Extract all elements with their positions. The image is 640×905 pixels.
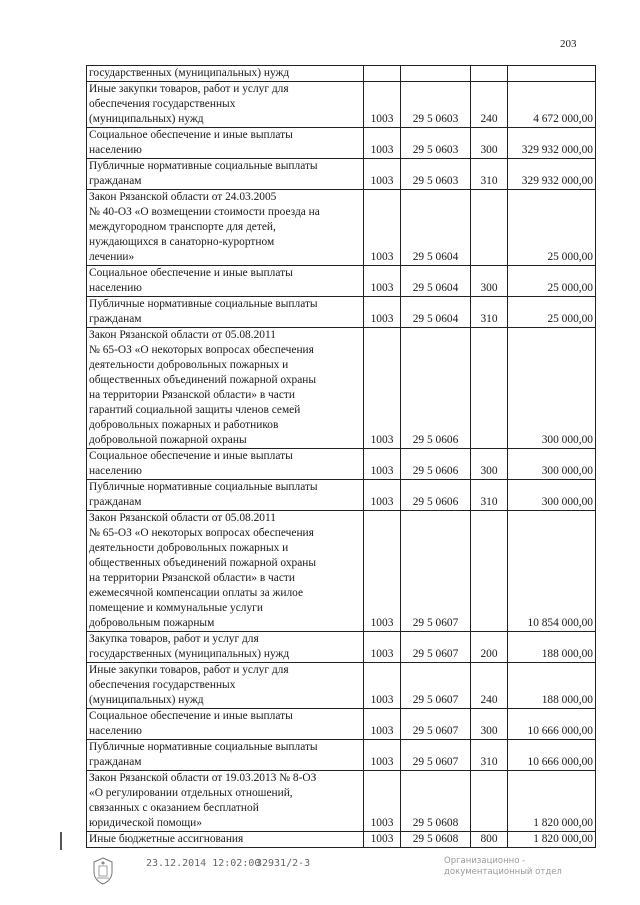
cell-expense-type xyxy=(471,190,508,266)
cell-target-article: 29 5 0604 xyxy=(401,190,471,266)
cell-name: Социальное обеспечение и иные выплаты населению xyxy=(87,449,364,480)
cell-section: 1003 xyxy=(364,190,401,266)
cell-section: 1003 xyxy=(364,632,401,663)
cell-expense-type xyxy=(471,511,508,632)
cell-amount: 188 000,00 xyxy=(508,663,596,709)
cell-section: 1003 xyxy=(364,449,401,480)
cell-expense-type: 240 xyxy=(471,82,508,128)
cell-amount: 4 672 000,00 xyxy=(508,82,596,128)
cell-name: Социальное обеспечение и иные выплаты населению xyxy=(87,709,364,740)
cell-expense-type: 200 xyxy=(471,632,508,663)
cell-amount xyxy=(508,66,596,82)
cell-expense-type: 310 xyxy=(471,480,508,511)
cell-amount: 1 820 000,00 xyxy=(508,832,596,848)
cell-name: Социальное обеспечение и иные выплаты населению xyxy=(87,266,364,297)
cell-expense-type: 300 xyxy=(471,709,508,740)
footer-org-line2: документационный отдел xyxy=(444,867,562,877)
cell-amount: 300 000,00 xyxy=(508,328,596,449)
cell-amount: 300 000,00 xyxy=(508,449,596,480)
table-row xyxy=(87,740,596,771)
cell-expense-type: 800 xyxy=(471,832,508,848)
table-row xyxy=(87,266,596,297)
cell-section: 1003 xyxy=(364,328,401,449)
cell-name: Иные закупки товаров, работ и услуг для обеспечения государственных (муниципальных) нужд xyxy=(87,663,364,709)
budget-table-body xyxy=(87,66,596,848)
cell-section xyxy=(364,66,401,82)
cell-expense-type: 310 xyxy=(471,297,508,328)
table-row xyxy=(87,159,596,190)
cell-amount: 1 820 000,00 xyxy=(508,771,596,832)
footer-org-stamp xyxy=(444,856,562,878)
cell-expense-type xyxy=(471,66,508,82)
cell-target-article xyxy=(401,66,471,82)
cell-target-article: 29 5 0608 xyxy=(401,771,471,832)
table-row xyxy=(87,709,596,740)
table-row xyxy=(87,328,596,449)
cell-name: Закон Рязанской области от 05.08.2011 № 65-ОЗ «О некоторых вопросах обеспечения деятельности добровольных пожарных и общественных объединений пожарной охраны на территории Рязанской области» в части ежемесячной компенсации оплаты за жилое помещение и коммунальные услуги добровольным пожарным xyxy=(87,511,364,632)
cell-section: 1003 xyxy=(364,128,401,159)
cell-amount: 300 000,00 xyxy=(508,480,596,511)
cell-section: 1003 xyxy=(364,266,401,297)
cell-target-article: 29 5 0604 xyxy=(401,297,471,328)
cell-name: Иные закупки товаров, работ и услуг для обеспечения государственных (муниципальных) нужд xyxy=(87,82,364,128)
cell-amount: 329 932 000,00 xyxy=(508,159,596,190)
cell-target-article: 29 5 0604 xyxy=(401,266,471,297)
cell-target-article: 29 5 0606 xyxy=(401,449,471,480)
page-footer xyxy=(0,848,640,905)
cell-amount: 10 666 000,00 xyxy=(508,740,596,771)
cell-expense-type xyxy=(471,328,508,449)
page-number: 203 xyxy=(560,38,577,50)
cell-name: государственных (муниципальных) нужд xyxy=(87,66,364,82)
coat-of-arms-icon xyxy=(90,856,116,891)
cell-expense-type: 300 xyxy=(471,128,508,159)
cell-section: 1003 xyxy=(364,709,401,740)
cell-amount: 10 854 000,00 xyxy=(508,511,596,632)
cell-section: 1003 xyxy=(364,771,401,832)
footer-org-line1: Организационно - xyxy=(444,856,526,866)
cell-expense-type: 310 xyxy=(471,740,508,771)
cell-expense-type: 310 xyxy=(471,159,508,190)
cell-section: 1003 xyxy=(364,663,401,709)
cell-name: Закупка товаров, работ и услуг для государственных (муниципальных) нужд xyxy=(87,632,364,663)
budget-table xyxy=(86,65,596,848)
cell-section: 1003 xyxy=(364,832,401,848)
footer-doc-code: 32931/2-3 xyxy=(256,858,311,869)
cell-target-article: 29 5 0603 xyxy=(401,82,471,128)
cell-section: 1003 xyxy=(364,480,401,511)
cell-name: Иные бюджетные ассигнования xyxy=(87,832,364,848)
footer-datetime: 23.12.2014 12:02:00 xyxy=(146,858,261,869)
cell-name: Социальное обеспечение и иные выплаты населению xyxy=(87,128,364,159)
cell-section: 1003 xyxy=(364,740,401,771)
cell-amount: 188 000,00 xyxy=(508,632,596,663)
cell-name: Публичные нормативные социальные выплаты гражданам xyxy=(87,740,364,771)
cell-expense-type xyxy=(471,771,508,832)
cell-name: Публичные нормативные социальные выплаты гражданам xyxy=(87,159,364,190)
table-row xyxy=(87,480,596,511)
cell-expense-type: 240 xyxy=(471,663,508,709)
table-row xyxy=(87,128,596,159)
cell-amount: 25 000,00 xyxy=(508,266,596,297)
cell-target-article: 29 5 0606 xyxy=(401,480,471,511)
cell-target-article: 29 5 0607 xyxy=(401,740,471,771)
cell-section: 1003 xyxy=(364,297,401,328)
cell-name: Публичные нормативные социальные выплаты гражданам xyxy=(87,297,364,328)
cell-amount: 10 666 000,00 xyxy=(508,709,596,740)
cell-target-article: 29 5 0603 xyxy=(401,128,471,159)
table-row xyxy=(87,511,596,632)
cell-name: Закон Рязанской области от 24.03.2005 № 40-ОЗ «О возмещении стоимости проезда на междугородном транспорте для детей, нуждающихся в санаторно-курортном лечении» xyxy=(87,190,364,266)
cell-name: Закон Рязанской области от 19.03.2013 № 8-ОЗ «О регулировании отдельных отношений, связанных с оказанием бесплатной юридической помощи» xyxy=(87,771,364,832)
cell-target-article: 29 5 0607 xyxy=(401,663,471,709)
cell-target-article: 29 5 0607 xyxy=(401,709,471,740)
cell-amount: 25 000,00 xyxy=(508,297,596,328)
cell-section: 1003 xyxy=(364,159,401,190)
cell-amount: 329 932 000,00 xyxy=(508,128,596,159)
cell-expense-type: 300 xyxy=(471,266,508,297)
cell-target-article: 29 5 0607 xyxy=(401,632,471,663)
table-row xyxy=(87,832,596,848)
cell-target-article: 29 5 0606 xyxy=(401,328,471,449)
table-row xyxy=(87,632,596,663)
table-row xyxy=(87,190,596,266)
table-row xyxy=(87,297,596,328)
table-row xyxy=(87,66,596,82)
cell-section: 1003 xyxy=(364,82,401,128)
table-row xyxy=(87,771,596,832)
table-row xyxy=(87,82,596,128)
cell-name: Закон Рязанской области от 05.08.2011 № 65-ОЗ «О некоторых вопросах обеспечения деятельности добровольных пожарных и общественных объединений пожарной охраны на территории Рязанской области» в части гарантий социальной защиты членов семей добровольных пожарных и работников добровольной пожарной охраны xyxy=(87,328,364,449)
cell-target-article: 29 5 0603 xyxy=(401,159,471,190)
cell-amount: 25 000,00 xyxy=(508,190,596,266)
cell-name: Публичные нормативные социальные выплаты гражданам xyxy=(87,480,364,511)
cell-expense-type: 300 xyxy=(471,449,508,480)
cell-section: 1003 xyxy=(364,511,401,632)
table-row xyxy=(87,663,596,709)
table-row xyxy=(87,449,596,480)
cell-target-article: 29 5 0608 xyxy=(401,832,471,848)
cell-target-article: 29 5 0607 xyxy=(401,511,471,632)
